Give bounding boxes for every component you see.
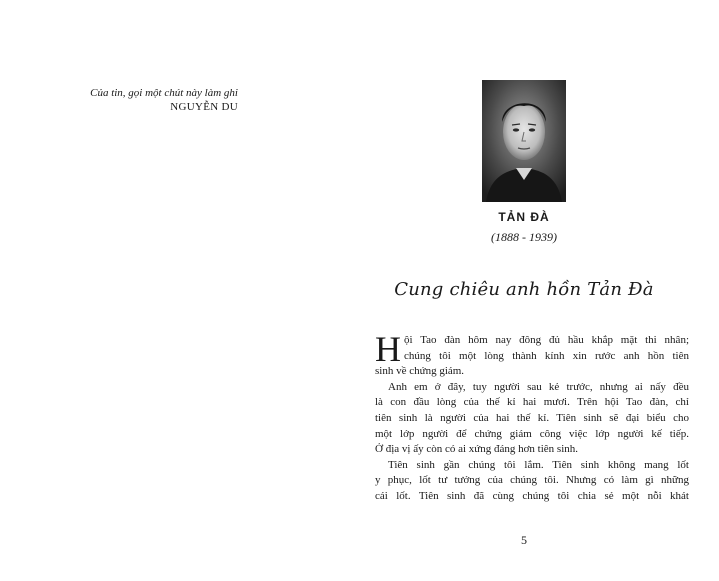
epigraph-line: Của tin, gọi một chút này làm ghi (90, 87, 238, 99)
text-line: sinh về chứng giám. (375, 365, 465, 378)
text-line: y phục, lốt tư tưởng của chúng tôi. Nhưng có làm gì những (375, 474, 689, 487)
text-line: là con đầu lòng của thế kỉ hai mươi. Trên hội Tao đàn, chỉ (375, 396, 689, 409)
epigraph-author: NGUYỄN DU (170, 101, 238, 113)
text-line: chúng tôi một lòng thành kính xin rước anh hồn tiên (404, 349, 689, 362)
text-line: một lớp người để chứng giám công việc lớp người kế tiếp. (375, 427, 689, 440)
text-line: Anh em ở đây, tuy người sau kẻ trước, nhưng ai nấy đều (388, 380, 689, 393)
text-line: Ở địa vị ấy còn có ai xứng đáng hơn tiên sinh. (375, 443, 579, 456)
author-years: (1888 - 1939) (491, 230, 557, 244)
right-page (359, 0, 719, 581)
paragraph-3 (375, 458, 689, 505)
portrait-photo-icon (482, 80, 566, 202)
text-line: ội Tao đàn hôm nay đông đủ hầu khắp mặt thi nhân; (404, 334, 689, 346)
drop-cap: H (375, 333, 401, 365)
epigraph (90, 86, 238, 114)
author-name: TẢN ĐÀ (498, 210, 550, 224)
text-line: cái lốt. Tiên sinh đã cùng chúng tôi chia sẻ một nỗi khát (375, 489, 689, 502)
left-page (0, 0, 359, 581)
body-text (375, 333, 689, 505)
paragraph-2 (375, 380, 689, 458)
page-number: 5 (521, 533, 527, 547)
text-line: tiên sinh là người của hai thế kỉ. Tiên sinh sẽ đại biểu cho (375, 411, 689, 424)
chapter-title: Cung chiêu anh hồn Tản Đà (394, 279, 654, 300)
paragraph-1 (375, 333, 689, 364)
text-line: Tiên sinh gần chúng tôi lắm. Tiên sinh không mang lốt (388, 458, 689, 471)
